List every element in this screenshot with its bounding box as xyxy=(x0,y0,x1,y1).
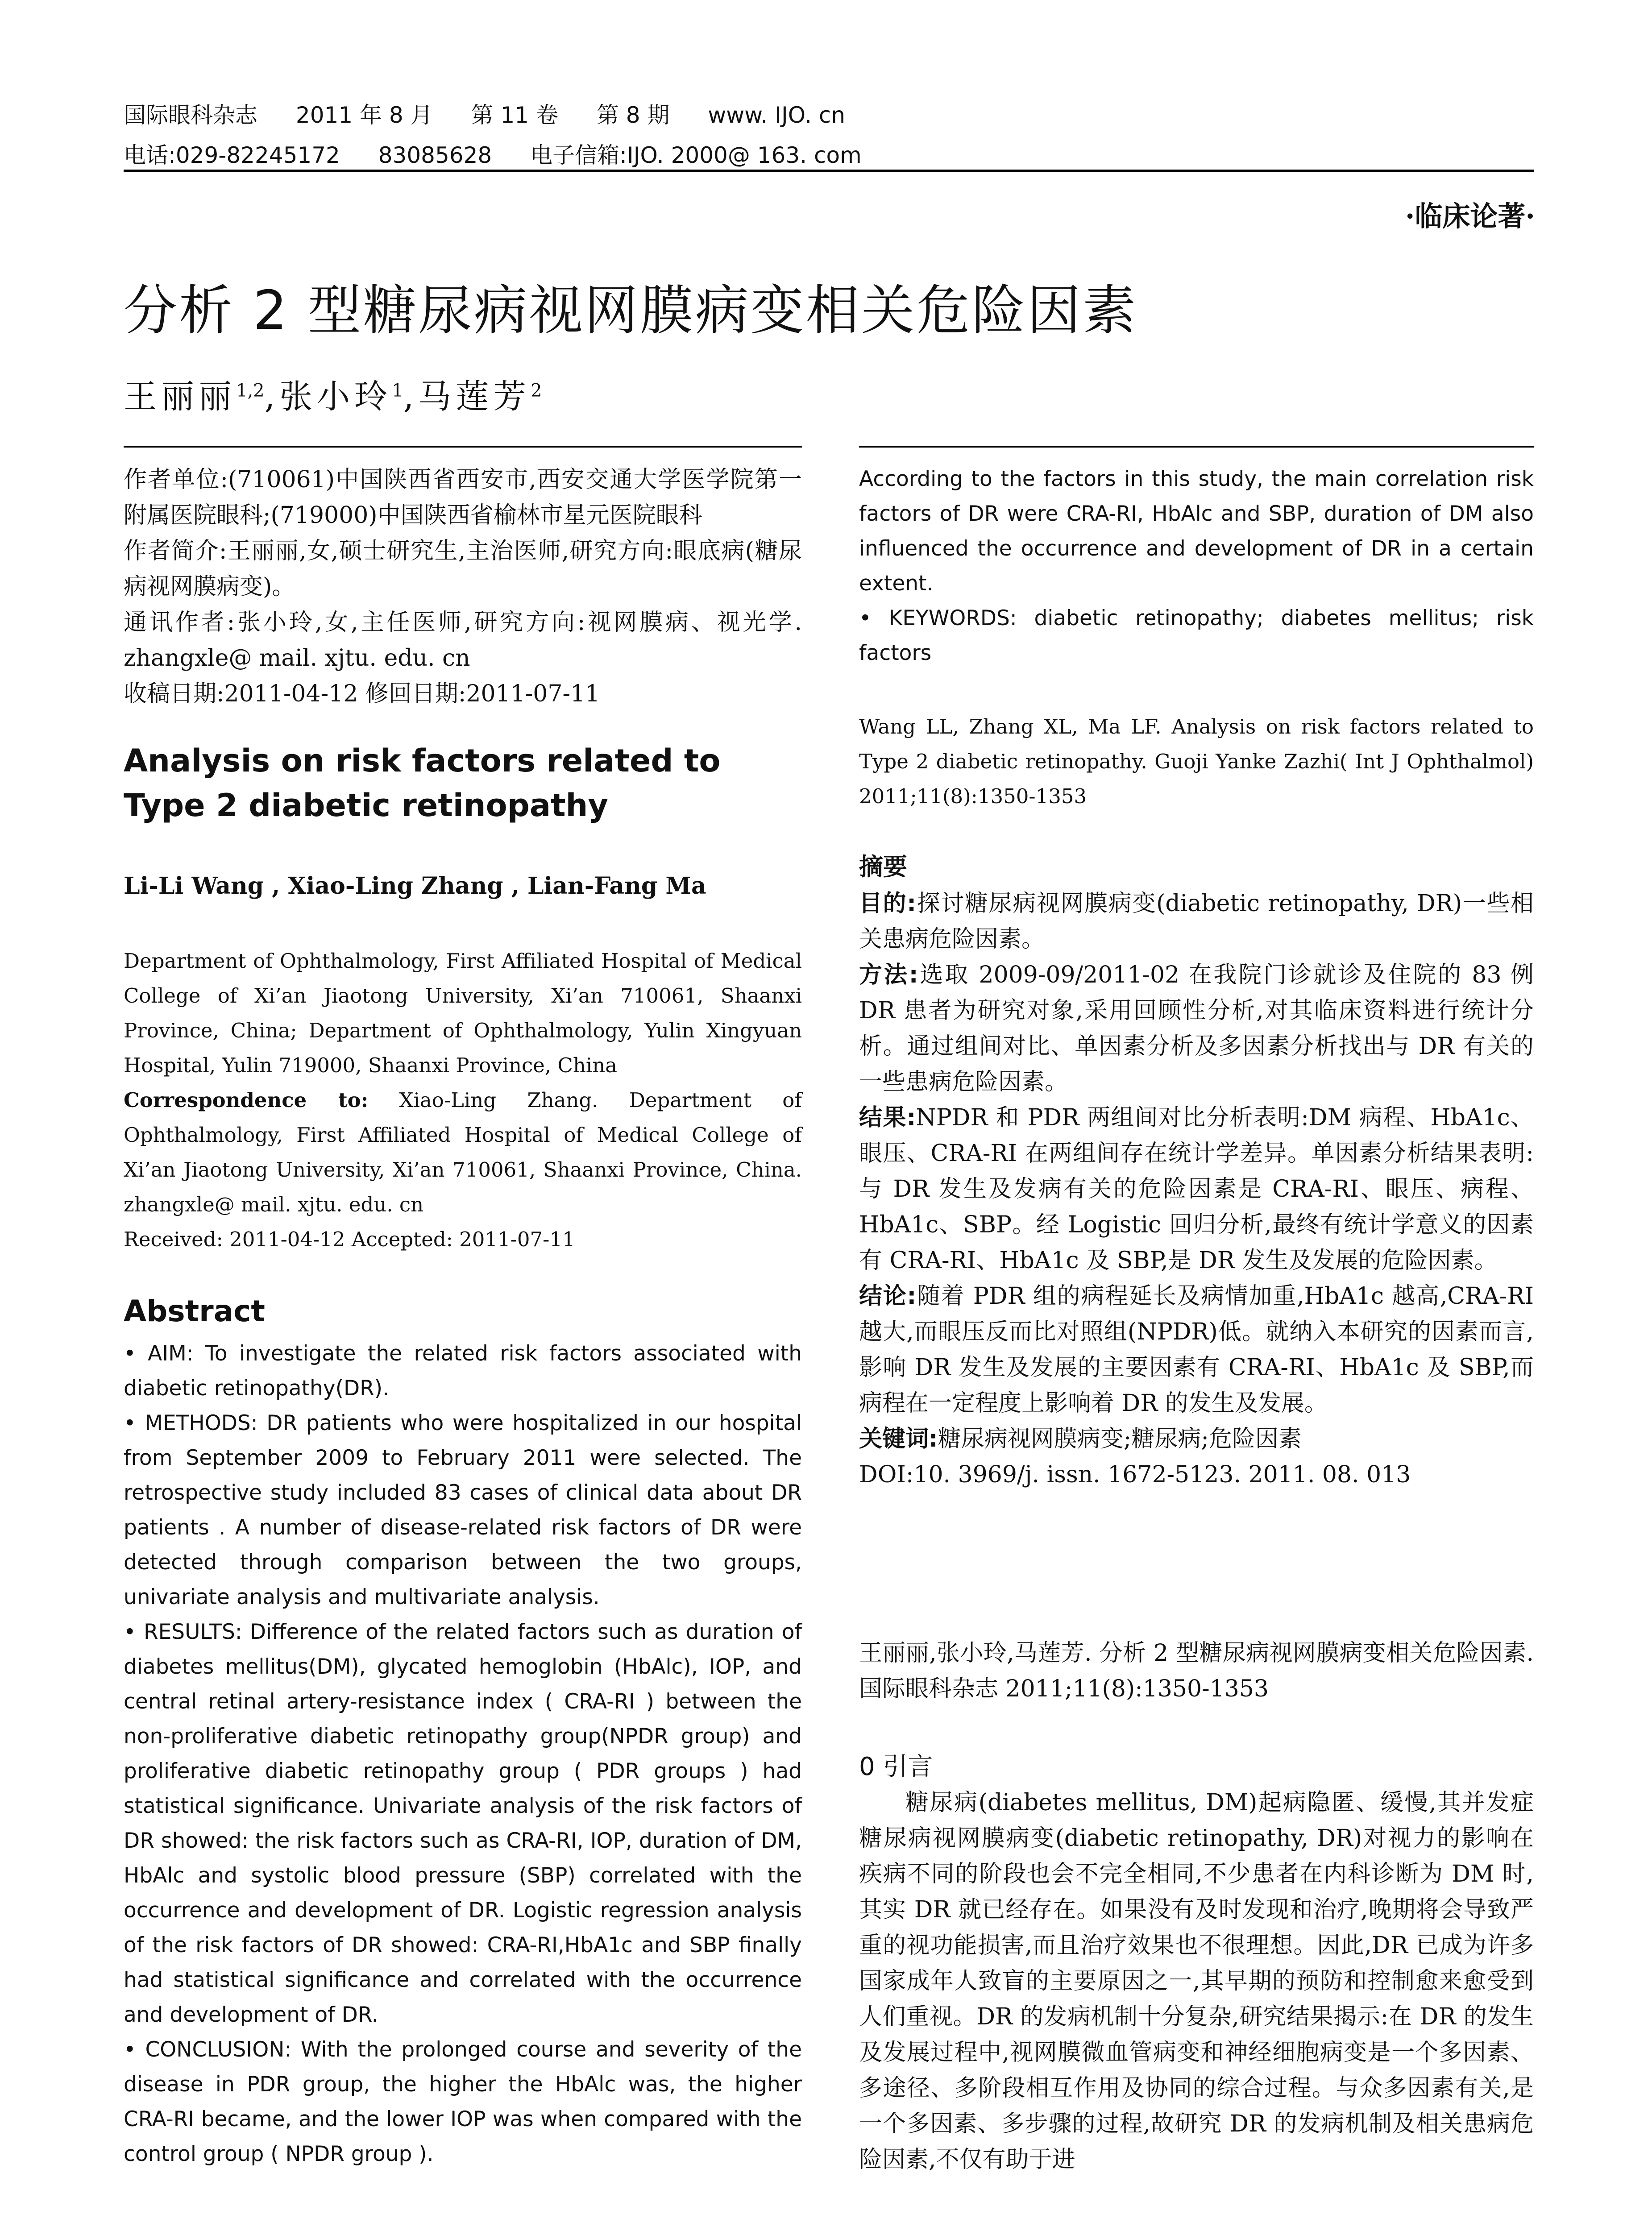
author-3-sup: 2 xyxy=(531,380,542,401)
zhaiyao-results xyxy=(859,1100,1534,1278)
author-3: ,马莲芳 xyxy=(403,377,531,416)
citation-cn xyxy=(859,1635,1534,1707)
zhaiyao-results-text: NPDR 和 PDR 两组间对比分析表明:DM 病程、HbA1c、眼压、CRA-RI 在两组间存在统计学差异。单因素分析结果表明:与 DR 发生及发病有关的危险因素是 CRA-RI、眼压、病程、HbA1c、SBP。经 Logistic 回归分析,最终有统计学意义的因素有 CRA-RI、HbA1c 及 SBP,是 DR 发生及发展的危险因素。 xyxy=(859,1104,1534,1274)
website-link[interactable]: www. IJO. cn xyxy=(708,102,846,128)
authors-cn xyxy=(124,370,542,418)
zhaiyao-conclusion-text: 随着 PDR 组的病程延长及病情加重,HbA1c 越高,CRA-RI 越大,而眼压反而比对照组(NPDR)低。就纳入本研究的因素而言,影响 DR 发生及发展的主要因素有 CRA-RI、HbA1c 及 SBP,而病程在一定程度上影响着 DR 的发生及发展。 xyxy=(859,1283,1534,1417)
zhaiyao-conclusion xyxy=(859,1278,1534,1421)
section-tag: ·临床论著· xyxy=(1405,200,1535,232)
zhaiyao-methods xyxy=(859,957,1534,1100)
citation-en-text: Wang LL, Zhang XL, Ma LF. Analysis on risk factors related to Type 2 diabetic retinopathy. Guoji Yanke Zazhi( Int J Ophthalmol) 2011;11(8):1350-1353 xyxy=(859,715,1534,808)
article-title-en: Analysis on risk factors related to Type 2 diabetic retinopathy xyxy=(124,742,721,824)
abstract-heading: Abstract xyxy=(124,1294,265,1328)
author-2-sup: 1 xyxy=(392,380,403,401)
author-2: ,张小玲 xyxy=(264,377,392,416)
zhaiyao-methods-label: 方法: xyxy=(859,962,918,988)
journal-name: 国际眼科杂志 xyxy=(124,102,257,128)
zhaiyao-aim xyxy=(859,886,1534,957)
affiliation-cn xyxy=(124,462,802,712)
abstract-keywords: • KEYWORDS: diabetic retinopathy; diabetes mellitus; risk factors xyxy=(859,606,1534,665)
abstract-conclusion-cont: According to the factors in this study, the main correlation risk factors of DR were CRA-RI, HbAlc and SBP, duration of DM also influenced the occurrence and development of DR in a certain extent. xyxy=(859,467,1534,596)
journal-header-line2 xyxy=(124,137,893,170)
right-column-rule xyxy=(859,446,1534,448)
intro-body xyxy=(859,1785,1534,2177)
phone: 电话:029-82245172 xyxy=(124,142,340,168)
zhaiyao-aim-text: 探讨糖尿病视网膜病变(diabetic retinopathy, DR)一些相关患病危险因素。 xyxy=(859,890,1534,953)
zhaiyao-heading: 摘要 xyxy=(859,853,907,881)
abstract-conclusion: • CONCLUSION: With the prolonged course and severity of the disease in PDR group, the higher the HbAlc was, the higher CRA-RI became, and the lower IOP was when compared with the control group ( NPDR group ). xyxy=(124,2037,802,2166)
header-divider xyxy=(124,170,1534,172)
affiliation-en-dept: Department of Ophthalmology, First Affiliated Hospital of Medical College of Xi’an Jiaotong University, Xi’an 710061, Shaanxi Province, China; Department of Ophthalmology, Yulin Xingyuan Hospital, Yulin 719000, Shaanxi Province, China xyxy=(124,949,802,1077)
affiliation-cn-line4: 收稿日期:2011-04-12 修回日期:2011-07-11 xyxy=(124,680,600,707)
zhaiyao-keywords-text: 糖尿病视网膜病变;糖尿病;危险因素 xyxy=(938,1426,1302,1452)
phone2: 83085628 xyxy=(378,142,492,168)
correspondence xyxy=(124,1083,802,1222)
received-accepted: Received: 2011-04-12 Accepted: 2011-07-11 xyxy=(124,1227,575,1251)
abstract-aim: • AIM: To investigate the related risk factors associated with diabetic retinopathy(DR). xyxy=(124,1341,802,1401)
affiliation-cn-line3: 通讯作者:张小玲,女,主任医师,研究方向:视网膜病、视光学. zhangxle@ mail. xjtu. edu. cn xyxy=(124,609,802,672)
doi: DOI:10. 3969/j. issn. 1672-5123. 2011. 08. 013 xyxy=(859,1461,1411,1488)
author-1-sup: 1,2 xyxy=(236,380,265,401)
volume: 第 11 卷 xyxy=(471,102,558,128)
zhaiyao-aim-label: 目的: xyxy=(859,890,917,917)
article-title-cn: 分析 2 型糖尿病视网膜病变相关危险因素 xyxy=(124,280,1138,342)
zhaiyao-conclusion-label: 结论: xyxy=(859,1283,917,1310)
zhaiyao-methods-text: 选取 2009-09/2011-02 在我院门诊就诊及住院的 83 例 DR 患者为研究对象,采用回顾性分析,对其临床资料进行统计分析。通过组间对比、单因素分析及多因素分析找出与 DR 有关的一些患病危险因素。 xyxy=(859,962,1534,1095)
zhaiyao-keywords-label: 关键词: xyxy=(859,1426,938,1452)
abstract-methods: • METHODS: DR patients who were hospitalized in our hospital from September 2009 to February 2011 were selected. The retrospective study included 83 cases of clinical data about DR patients . A number of disease-related risk factors of DR were detected through comparison between the two groups, univariate analysis and multivariate analysis. xyxy=(124,1411,802,1609)
citation-en xyxy=(859,709,1534,814)
email-link[interactable]: 电子信箱:IJO. 2000@ 163. com xyxy=(530,142,862,168)
author-1: 王丽丽 xyxy=(124,377,236,416)
abstract-body xyxy=(124,1336,802,2172)
intro-paragraph: 糖尿病(diabetes mellitus, DM)起病隐匿、缓慢,其并发症糖尿病视网膜病变(diabetic retinopathy, DR)对视力的影响在疾病不同的阶段也会不完全相同,不少患者在内科诊断为 DM 时,其实 DR 就已经存在。如果没有及时发现和治疗,晚期将会导致严重的视功能损害,而且治疗效果也不很理想。因此,DR 已成为许多国家成年人致盲的主要原因之一,其早期的预防和控制愈来愈受到人们重视。DR 的发病机制十分复杂,研究结果揭示:在 DR 的发生及发展过程中,视网膜微血管病变和神经细胞病变是一个多因素、多途径、多阶段相互作用及协同的综合过程。与众多因素有关,是一个多因素、多步骤的过程,故研究 DR 的发病机制及相关患病危险因素,不仅有助于进 xyxy=(859,1789,1534,2173)
correspondence-text: Xiao-Ling Zhang. Department of Ophthalmology, First Affiliated Hospital of Medical College of Xi’an Jiaotong University, Xi’an 710061, Shaanxi Province, China. zhangxle@ mail. xjtu. edu. cn xyxy=(124,1088,802,1216)
affiliation-cn-line1: 作者单位:(710061)中国陕西省西安市,西安交通大学医学院第一附属医院眼科;(719000)中国陕西省榆林市星元医院眼科 xyxy=(124,466,802,529)
intro-heading: 0 引言 xyxy=(859,1752,933,1781)
issue-date: 2011 年 8 月 xyxy=(295,102,433,128)
abstract-results: • RESULTS: Difference of the related factors such as duration of diabetes mellitus(DM), glycated hemoglobin (HbAlc), IOP, and central retinal artery-resistance index ( CRA-RI ) between the non-proliferative diabetic retinopathy group(NPDR group) and proliferative diabetic retinopathy group ( PDR groups ) had statistical significance. Univariate analysis of the risk factors of DR showed: the risk factors such as CRA-RI, IOP, duration of DM, HbAlc and systolic blood pressure (SBP) correlated with the occurrence and development of DR. Logistic regression analysis of the risk factors of DR showed: CRA-RI,HbA1c and SBP finally had statistical significance and correlated with the occurrence and development of DR. xyxy=(124,1620,802,2027)
journal-header-line1 xyxy=(124,97,876,129)
zhaiyao-body xyxy=(859,886,1534,1493)
affiliation-en xyxy=(124,944,802,1257)
correspondence-label: Correspondence to: xyxy=(124,1088,369,1112)
citation-cn-text: 王丽丽,张小玲,马莲芳. 分析 2 型糖尿病视网膜病变相关危险因素. 国际眼科杂志 2011;11(8):1350-1353 xyxy=(859,1640,1534,1702)
zhaiyao-results-label: 结果: xyxy=(859,1104,916,1131)
zhaiyao-keywords xyxy=(859,1421,1534,1457)
affiliation-cn-line2: 作者简介:王丽丽,女,硕士研究生,主治医师,研究方向:眼底病(糖尿病视网膜病变)。 xyxy=(124,538,802,600)
issue: 第 8 期 xyxy=(596,102,670,128)
authors-en: Li-Li Wang , Xiao-Ling Zhang , Lian-Fang Ma xyxy=(124,872,706,900)
left-column-rule xyxy=(124,446,802,448)
abstract-continued xyxy=(859,462,1534,671)
